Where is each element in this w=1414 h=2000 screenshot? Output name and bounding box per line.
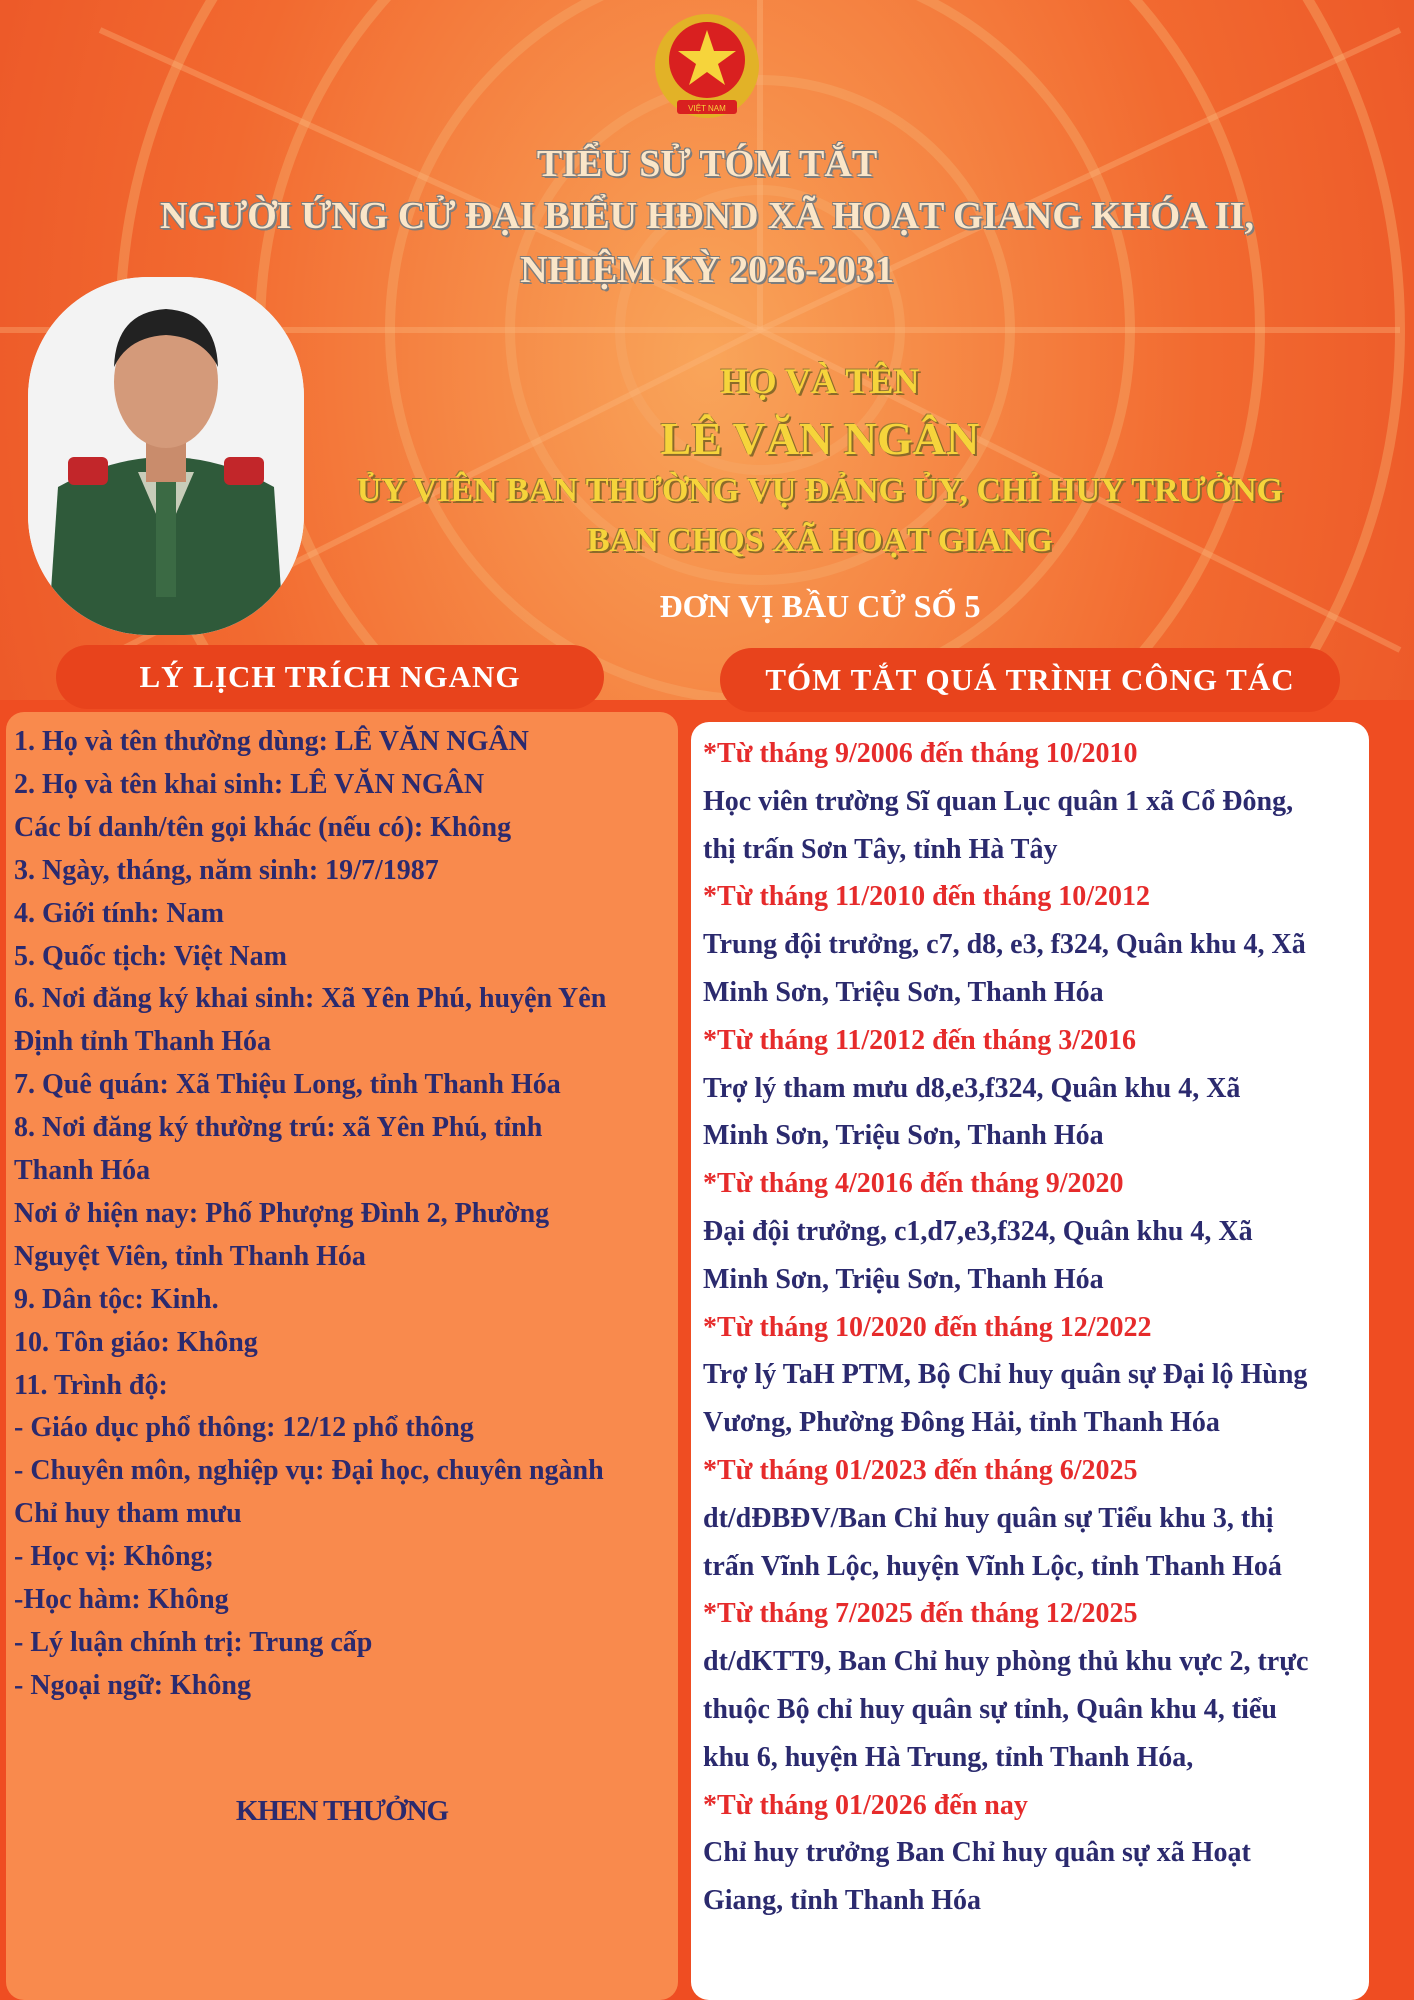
career-description: khu 6, huyện Hà Trung, tỉnh Thanh Hóa,	[703, 1741, 1194, 1773]
awards-heading: KHEN THƯỞNG	[235, 1795, 449, 1827]
profile-line: 4. Giới tính: Nam	[14, 897, 224, 929]
career-description: Đại đội trưởng, c1,d7,e3,f324, Quân khu 4, Xã	[703, 1216, 1253, 1247]
career-period: *Từ tháng 10/2020 đến tháng 12/2022	[703, 1311, 1152, 1343]
career-description: Trợ lý TaH PTM, Bộ Chỉ huy quân sự Đại lộ Hùng	[703, 1359, 1308, 1391]
election-unit: ĐƠN VỊ BẦU CỬ SỐ 5	[659, 588, 981, 624]
career-description: Trung đội trưởng, c7, d8, e3, f324, Quân khu 4, Xã	[703, 929, 1306, 961]
profile-line: 6. Nơi đăng ký khai sinh: Xã Yên Phú, huyện Yên	[14, 983, 607, 1015]
profile-line: 1. Họ và tên thường dùng: LÊ VĂN NGÂN	[14, 726, 529, 757]
position-line-2: BAN CHQS XÃ HOẠT GIANG	[587, 522, 1053, 559]
profile-line: Thanh Hóa	[14, 1155, 151, 1186]
profile-line: 10. Tôn giáo: Không	[14, 1326, 258, 1358]
career-description: Học viên trường Sĩ quan Lục quân 1 xã Cổ Đông,	[703, 785, 1294, 817]
profile-line: Chỉ huy tham mưu	[14, 1498, 242, 1530]
profile-line: 3. Ngày, tháng, năm sinh: 19/7/1987	[14, 854, 439, 886]
awards-panel	[6, 1755, 678, 2000]
profile-line: 11. Trình độ:	[14, 1369, 168, 1401]
candidate-photo	[28, 277, 304, 635]
name-label: HỌ VÀ TÊN	[720, 361, 920, 401]
profile-line: - Học vị: Không;	[14, 1541, 214, 1573]
title-line-2: NGƯỜI ỨNG CỬ ĐẠI BIỂU HĐND XÃ HOẠT GIANG KHÓA II,	[160, 195, 1254, 237]
profile-line: Nguyệt Viên, tỉnh Thanh Hóa	[14, 1240, 366, 1272]
title-line-3: NHIỆM KỲ 2026-2031	[520, 249, 894, 291]
career-heading: TÓM TẮT QUÁ TRÌNH CÔNG TÁC	[720, 648, 1340, 712]
career-description: Minh Sơn, Triệu Sơn, Thanh Hóa	[703, 1120, 1104, 1152]
profile-line: - Chuyên môn, nghiệp vụ: Đại học, chuyên ngành	[14, 1455, 604, 1487]
career-description: dt/dĐBĐV/Ban Chỉ huy quân sự Tiểu khu 3, thị	[703, 1502, 1274, 1534]
career-description: dt/dKTT9, Ban Chỉ huy phòng thủ khu vực 2, trực	[703, 1646, 1309, 1678]
career-period: *Từ tháng 4/2016 đến tháng 9/2020	[703, 1168, 1124, 1200]
career-description: Giang, tỉnh Thanh Hóa	[703, 1885, 982, 1917]
career-period: *Từ tháng 7/2025 đến tháng 12/2025	[703, 1598, 1138, 1630]
national-emblem-icon	[647, 8, 767, 128]
profile-line: -Học hàm: Không	[14, 1584, 229, 1615]
career-description: trấn Vĩnh Lộc, huyện Vĩnh Lộc, tỉnh Thanh Hoá	[703, 1550, 1282, 1582]
title-line-1: TIỂU SỬ TÓM TẮT	[536, 143, 878, 185]
emblem-text: VIỆT NAM	[688, 104, 726, 113]
profile-line: 5. Quốc tịch: Việt Nam	[14, 940, 287, 972]
profile-line: Định tỉnh Thanh Hóa	[14, 1026, 272, 1058]
career-description: Chỉ huy trưởng Ban Chỉ huy quân sự xã Hoạt	[703, 1837, 1251, 1869]
career-period: *Từ tháng 01/2023 đến tháng 6/2025	[703, 1455, 1138, 1486]
profile-line: - Lý luận chính trị: Trung cấp	[14, 1626, 373, 1658]
career-description: Minh Sơn, Triệu Sơn, Thanh Hóa	[703, 1263, 1104, 1295]
career-description: Minh Sơn, Triệu Sơn, Thanh Hóa	[703, 977, 1104, 1008]
profile-line: Các bí danh/tên gọi khác (nếu có): Không	[14, 811, 512, 843]
profile-line: - Ngoại ngữ: Không	[14, 1669, 251, 1701]
profile-line: 2. Họ và tên khai sinh: LÊ VĂN NGÂN	[14, 768, 485, 800]
career-description: Trợ lý tham mưu d8,e3,f324, Quân khu 4, Xã	[703, 1072, 1241, 1104]
career-description: Vương, Phường Đông Hải, tỉnh Thanh Hóa	[703, 1407, 1220, 1439]
career-description: thị trấn Sơn Tây, tỉnh Hà Tây	[703, 833, 1058, 865]
career-period: *Từ tháng 9/2006 đến tháng 10/2010	[703, 738, 1138, 769]
career-period: *Từ tháng 11/2010 đến tháng 10/2012	[703, 881, 1151, 913]
career-period: *Từ tháng 01/2026 đến nay	[703, 1789, 1028, 1821]
profile-line: 9. Dân tộc: Kinh.	[14, 1283, 219, 1315]
career-period: *Từ tháng 11/2012 đến tháng 3/2016	[703, 1024, 1137, 1056]
profile-line: 7. Quê quán: Xã Thiệu Long, tỉnh Thanh Hóa	[14, 1069, 561, 1101]
profile-line: 8. Nơi đăng ký thường trú: xã Yên Phú, tỉnh	[14, 1112, 543, 1144]
candidate-name: LÊ VĂN NGÂN	[660, 413, 980, 464]
profile-line: - Giáo dục phổ thông: 12/12 phổ thông	[14, 1412, 474, 1444]
profile-heading: LÝ LỊCH TRÍCH NGANG	[56, 645, 604, 709]
career-description: thuộc Bộ chỉ huy quân sự tỉnh, Quân khu 4, tiểu	[703, 1694, 1277, 1725]
position-line-1: ỦY VIÊN BAN THƯỜNG VỤ ĐẢNG ỦY, CHỈ HUY TRƯỞNG	[356, 472, 1284, 509]
profile-line: Nơi ở hiện nay: Phố Phượng Đình 2, Phường	[14, 1197, 550, 1229]
